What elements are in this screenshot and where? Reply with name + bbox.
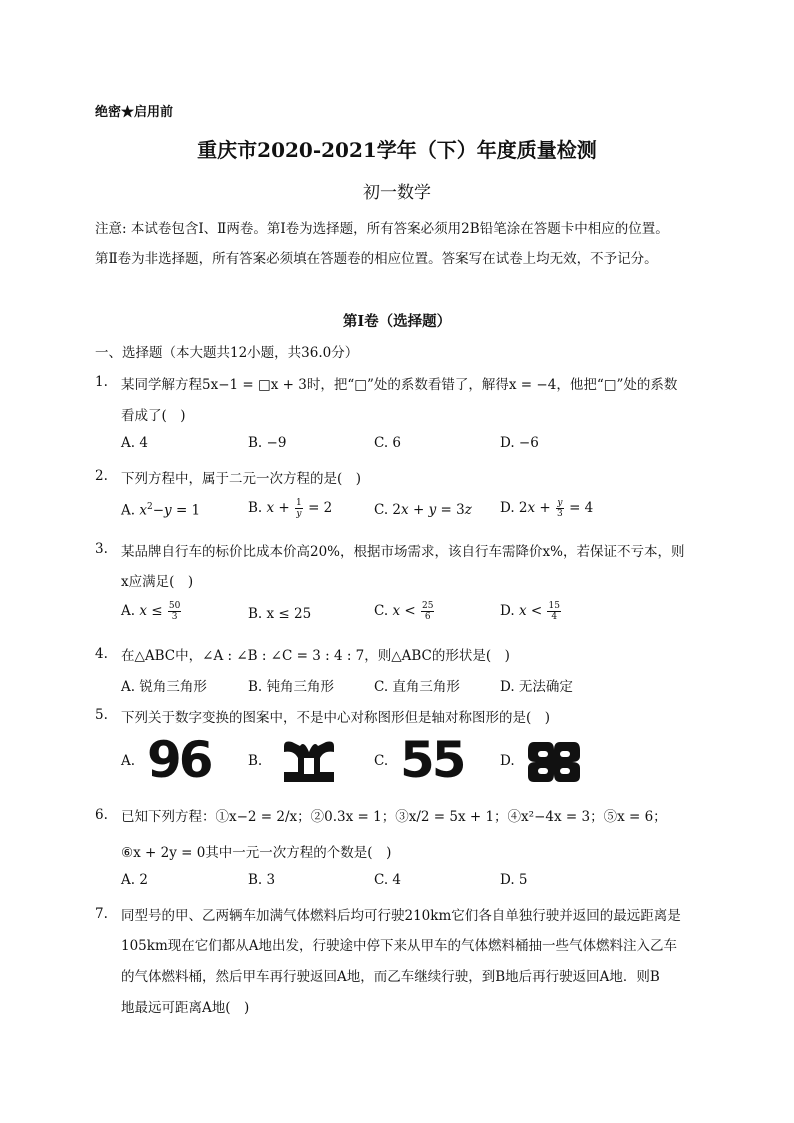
question-5-option-c-label: C.: [374, 753, 389, 769]
question-4-option-b: B. 钝角三角形: [248, 679, 335, 695]
question-3-option-a: A. x ≤ $\frac{50}{3}$: [121, 601, 181, 622]
question-5-option-a-label: A.: [121, 753, 136, 769]
question-4-option-c: C. 直角三角形: [374, 679, 460, 695]
question-2-option-b: B. x + $\frac{1}{y}$ = 2: [248, 498, 333, 519]
question-6-text: 已知下列方程：①x−2 = 2/x；②0.3x = 1；③x/2 = 5x + 1；④x²−4x = 3；⑤x = 6；: [121, 809, 667, 825]
question-number: 7.: [95, 906, 108, 922]
question-1-text-cont: 看成了( ): [121, 408, 186, 424]
question-2-text: 下列方程中，属于二元一次方程的是( ): [121, 471, 362, 487]
question-7-text-line-4: 地最远可距离A地( ): [121, 1000, 250, 1016]
question-2-option-d: D. 2x + $\frac{y}{3}$ = 4: [500, 498, 594, 519]
question-1-option-d: D. −6: [500, 435, 539, 451]
question-5-option-d-label: D.: [500, 753, 515, 769]
question-7-text-line-3: 的气体燃料桶，然后甲车再行驶返回A地，而乙车继续行驶，到B地后再行驶返回A地．则B: [121, 969, 660, 985]
question-4-option-a: A. 锐角三角形: [121, 679, 207, 695]
question-5-option-b-label: B.: [248, 753, 263, 769]
question-3-text: 某品牌自行车的标价比成本价高20%，根据市场需求，该自行车需降价x%，若保证不亏本，则: [121, 544, 685, 560]
section-title: 第Ⅰ卷（选择题）: [342, 313, 452, 330]
part-title: 一、选择题（本大题共12小题，共36.0分）: [95, 345, 359, 361]
instructions-line-1: 注意: 本试卷包含Ⅰ、Ⅱ两卷。第Ⅰ卷为选择题，所有答案必须用2B铅笔涂在答题卡中相应的位置。: [95, 221, 669, 237]
question-6-option-c: C. 4: [374, 872, 402, 888]
question-5-text: 下列关于数字变换的图案中，不是中心对称图形但是轴对称图形的是( ): [121, 710, 551, 726]
question-3-text-cont: x应满足( ): [121, 574, 194, 590]
question-6-text-cont: ⑥x + 2y = 0其中一元一次方程的个数是( ): [121, 845, 392, 861]
question-1-option-a: A. 4: [121, 435, 148, 451]
figure-96: 96: [147, 731, 211, 789]
question-3-option-b: B. x ≤ 25: [248, 606, 312, 622]
question-1-text: 某同学解方程5x−1 = □x + 3时，把“□”处的系数看错了，解得x = −4，他把“□”处的系数: [121, 377, 678, 393]
question-6-option-d: D. 5: [500, 872, 528, 888]
figure-55: 55: [400, 731, 464, 789]
question-number: 2.: [95, 468, 108, 484]
question-7-text-line-2: 105km现在它们都从A地出发，行驶途中停下来从甲车的气体燃料桶抽一些气体燃料注入乙车: [121, 938, 677, 954]
question-6-option-a: A. 2: [121, 872, 148, 888]
exam-title: 重庆市2020-2021学年（下）年度质量检测: [197, 138, 597, 162]
question-1-option-c: C. 6: [374, 435, 402, 451]
confidential-mark: 绝密★启用前: [95, 105, 174, 120]
question-3-option-c: C. x < $\frac{25}{6}$: [374, 601, 434, 622]
question-number: 4.: [95, 646, 108, 662]
question-4-option-d: D. 无法确定: [500, 679, 573, 695]
exam-subject: 初一数学: [363, 183, 431, 203]
question-1-option-b: B. −9: [248, 435, 287, 451]
question-4-text: 在△ABC中，∠A : ∠B : ∠C = 3 : 4 : 7，则△ABC的形状是( ): [121, 648, 510, 664]
question-number: 6.: [95, 807, 108, 823]
question-6-option-b: B. 3: [248, 872, 276, 888]
question-number: 5.: [95, 707, 108, 723]
instructions-line-2: 第Ⅱ卷为非选择题，所有答案必须填在答题卷的相应位置。答案写在试卷上均无效，不予记分。: [95, 251, 658, 267]
question-number: 3.: [95, 541, 108, 557]
question-7-text-line-1: 同型号的甲、乙两辆车加满气体燃料后均可行驶210km它们各自单独行驶并返回的最远距离是: [121, 908, 681, 924]
figure-83-symbol: [526, 738, 582, 786]
figure-52-symbol: [280, 738, 338, 786]
question-3-option-d: D. x < $\frac{15}{4}$: [500, 601, 560, 622]
question-2-option-a: A. $x^2-y = 1$: [121, 502, 201, 519]
question-number: 1.: [95, 374, 108, 390]
question-2-option-c: C. 2x + y = 3z: [374, 502, 472, 518]
